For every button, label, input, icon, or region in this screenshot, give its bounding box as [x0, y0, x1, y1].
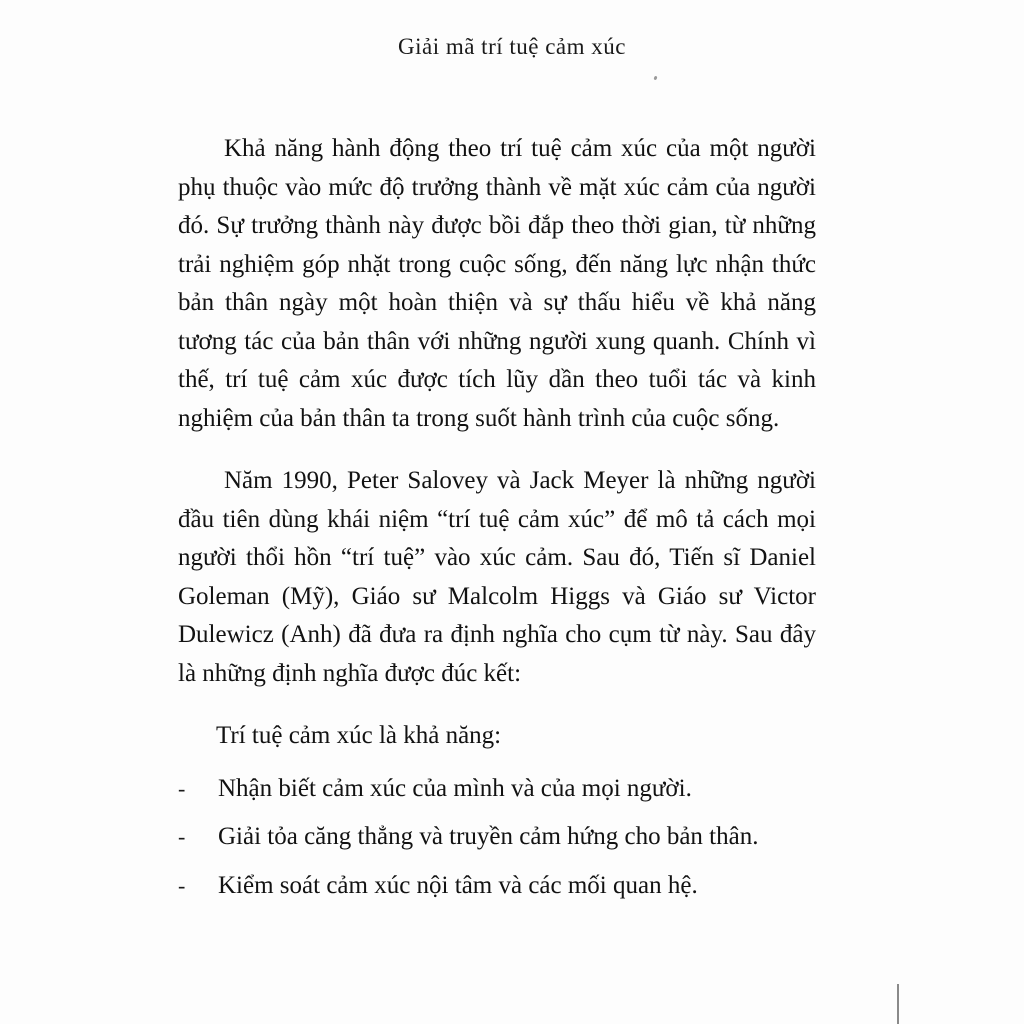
bullet-text: Giải tỏa căng thẳng và truyền cảm hứng cho bản thân.	[218, 823, 759, 850]
page-edge-line	[897, 984, 899, 1024]
list-item	[178, 818, 816, 857]
paragraph-2: Năm 1990, Peter Salovey và Jack Meyer là những người đầu tiên dùng khái niệm “trí tuệ cảm xúc” để mô tả cách mọi người thổi hồn “trí tuệ” vào xúc cảm. Sau đó, Tiến sĩ Daniel Goleman (Mỹ), Giáo sư Malcolm Higgs và Giáo sư Victor Dulewicz (Anh) đã đưa ra định nghĩa cho cụm từ này. Sau đây là những định nghĩa được đúc kết:	[178, 467, 816, 687]
paragraph-1: Khả năng hành động theo trí tuệ cảm xúc của một người phụ thuộc vào mức độ trưởng thành về mặt xúc cảm của người đó. Sự trưởng thành này được bồi đắp theo thời gian, từ những trải nghiệm góp nhặt trong cuộc sống, đến năng lực nhận thức bản thân ngày một hoàn thiện và sự thấu hiểu về khả năng tương tác của bản thân với những người xung quanh. Chính vì thế, trí tuệ cảm xúc được tích lũy dần theo tuổi tác và kinh nghiệm của bản thân ta trong suốt hành trình của cuộc sống.	[178, 135, 816, 432]
page-header: Giải mã trí tuệ cảm xúc	[397, 34, 626, 59]
bullet-list	[178, 770, 816, 906]
bullet-text: Nhận biết cảm xúc của mình và của mọi người.	[218, 774, 692, 802]
bullet-marker: -	[178, 872, 186, 898]
list-item	[178, 770, 816, 809]
bullet-marker: -	[178, 824, 186, 849]
list-intro: Trí tuệ cảm xúc là khả năng:	[216, 722, 502, 749]
bullet-text: Kiểm soát cảm xúc nội tâm và các mối quan hệ.	[218, 871, 698, 899]
page-content	[178, 130, 816, 915]
scan-speck	[653, 76, 657, 81]
list-item	[178, 867, 816, 906]
bullet-marker: -	[178, 775, 186, 801]
